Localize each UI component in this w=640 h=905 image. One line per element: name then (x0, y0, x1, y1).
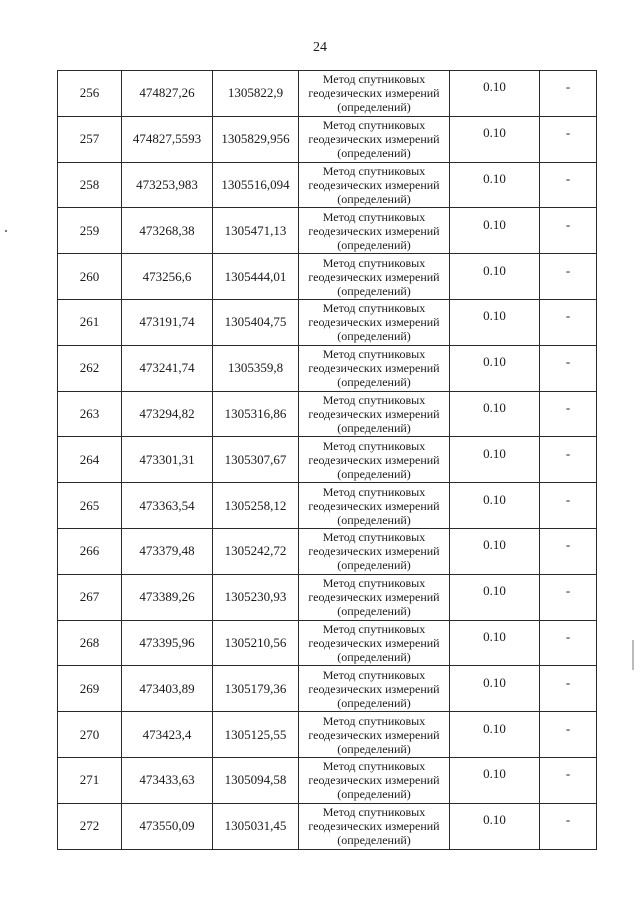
y-coordinate-text: 1305210,56 (224, 634, 287, 650)
x-coordinate-text: 473241,74 (139, 360, 195, 376)
description-text: - (565, 445, 571, 461)
description-text: - (565, 216, 571, 232)
description-text: - (565, 399, 571, 415)
method-text-line: (определений) (337, 558, 411, 573)
description-cell (540, 116, 597, 162)
y-coordinate-text: 1305258,12 (224, 497, 287, 513)
accuracy-text: 0.10 (483, 308, 506, 324)
accuracy-text: 0.10 (483, 674, 506, 690)
accuracy-text: 0.10 (483, 537, 506, 553)
method-text-line: (определений) (337, 466, 411, 481)
point-number-cell (58, 620, 122, 666)
y-coordinate-cell (213, 712, 299, 758)
accuracy-cell (450, 528, 540, 574)
x-coordinate-text: 473403,89 (139, 680, 195, 696)
description-text: - (565, 628, 571, 644)
method-cell (299, 254, 450, 300)
table-row (58, 666, 597, 712)
point-number-cell (58, 299, 122, 345)
description-cell (540, 437, 597, 483)
accuracy-text: 0.10 (483, 720, 506, 736)
accuracy-cell (450, 483, 540, 529)
description-cell (540, 574, 597, 620)
x-coordinate-cell (122, 803, 213, 849)
x-coordinate-text: 473363,54 (139, 497, 195, 513)
y-coordinate-text: 1305307,67 (224, 451, 287, 467)
method-text-line: Метод спутниковых (322, 163, 426, 178)
method-text-line: геодезических измерений (308, 406, 440, 421)
description-cell (540, 254, 597, 300)
y-coordinate-text: 1305829,956 (221, 131, 290, 147)
description-cell (540, 208, 597, 254)
method-text-line: геодезических измерений (308, 315, 440, 330)
method-text-line: геодезических измерений (308, 590, 440, 605)
y-coordinate-cell (213, 254, 299, 300)
x-coordinate-text: 474827,5593 (132, 131, 202, 147)
point-number-text: 266 (79, 543, 100, 559)
method-text-line: (определений) (337, 420, 411, 435)
point-number-text: 263 (79, 405, 100, 421)
method-cell (299, 803, 450, 849)
method-text-line: Метод спутниковых (322, 576, 426, 591)
x-coordinate-cell (122, 483, 213, 529)
accuracy-text: 0.10 (483, 216, 506, 232)
x-coordinate-cell (122, 71, 213, 117)
table-row (58, 528, 597, 574)
method-text-line: Метод спутниковых (322, 530, 426, 545)
method-text-line: геодезических измерений (308, 269, 440, 284)
table-row (58, 391, 597, 437)
description-text: - (565, 354, 571, 370)
description-text: - (565, 491, 571, 507)
table-row (58, 483, 597, 529)
method-text-line: Метод спутниковых (322, 72, 426, 87)
accuracy-cell (450, 391, 540, 437)
point-number-text: 261 (79, 314, 100, 330)
method-cell (299, 757, 450, 803)
method-text-line: Метод спутниковых (322, 621, 426, 636)
method-text-line: Метод спутниковых (322, 301, 426, 316)
x-coordinate-text: 473191,74 (139, 314, 195, 330)
point-number-cell (58, 71, 122, 117)
table-body (58, 71, 597, 850)
method-cell (299, 391, 450, 437)
y-coordinate-cell (213, 437, 299, 483)
accuracy-cell (450, 254, 540, 300)
method-text-line: (определений) (337, 146, 411, 161)
accuracy-cell (450, 757, 540, 803)
method-text-line: геодезических измерений (308, 498, 440, 513)
point-number-cell (58, 803, 122, 849)
table-row (58, 299, 597, 345)
point-number-text: 268 (79, 634, 100, 650)
point-number-text: 272 (79, 818, 100, 834)
description-text: - (565, 125, 571, 141)
accuracy-cell (450, 803, 540, 849)
y-coordinate-cell (213, 528, 299, 574)
y-coordinate-text: 1305444,01 (224, 268, 287, 284)
point-number-cell (58, 208, 122, 254)
method-text-line: (определений) (337, 604, 411, 619)
method-cell (299, 574, 450, 620)
point-number-cell (58, 666, 122, 712)
x-coordinate-cell (122, 299, 213, 345)
accuracy-text: 0.10 (483, 354, 506, 370)
method-text-line: Метод спутниковых (322, 347, 426, 362)
point-number-text: 262 (79, 360, 100, 376)
point-number-text: 264 (79, 451, 100, 467)
table-row (58, 437, 597, 483)
method-cell (299, 299, 450, 345)
accuracy-text: 0.10 (483, 445, 506, 461)
table-row (58, 757, 597, 803)
y-coordinate-text: 1305822,9 (227, 85, 284, 101)
x-coordinate-text: 473423,4 (142, 726, 192, 742)
method-text-line: Метод спутниковых (322, 759, 426, 774)
point-number-cell (58, 757, 122, 803)
method-text-line: Метод спутниковых (322, 713, 426, 728)
y-coordinate-cell (213, 483, 299, 529)
method-text-line: геодезических измерений (308, 727, 440, 742)
method-cell (299, 208, 450, 254)
method-text-line: (определений) (337, 512, 411, 527)
point-number-text: 269 (79, 680, 100, 696)
y-coordinate-text: 1305179,36 (224, 680, 287, 696)
x-coordinate-cell (122, 666, 213, 712)
point-number-cell (58, 116, 122, 162)
description-text: - (565, 674, 571, 690)
method-cell (299, 620, 450, 666)
x-coordinate-cell (122, 162, 213, 208)
method-text-line: (определений) (337, 191, 411, 206)
method-cell (299, 71, 450, 117)
x-coordinate-text: 473389,26 (139, 589, 195, 605)
point-number-text: 271 (79, 772, 100, 788)
method-text-line: (определений) (337, 833, 411, 848)
method-text-line: (определений) (337, 329, 411, 344)
point-number-text: 259 (79, 222, 100, 238)
y-coordinate-cell (213, 391, 299, 437)
scan-artifact (5, 230, 7, 232)
method-cell (299, 712, 450, 758)
method-text-line: геодезических измерений (308, 681, 440, 696)
method-text-line: геодезических измерений (308, 223, 440, 238)
point-number-cell (58, 574, 122, 620)
accuracy-text: 0.10 (483, 491, 506, 507)
point-number-cell (58, 391, 122, 437)
scan-artifact (632, 640, 634, 670)
x-coordinate-cell (122, 254, 213, 300)
description-text: - (565, 79, 571, 95)
y-coordinate-text: 1305031,45 (224, 818, 287, 834)
description-text: - (565, 812, 571, 828)
y-coordinate-cell (213, 116, 299, 162)
accuracy-cell (450, 712, 540, 758)
x-coordinate-text: 473379,48 (139, 543, 195, 559)
x-coordinate-cell (122, 528, 213, 574)
method-text-line: (определений) (337, 649, 411, 664)
coordinates-table (57, 70, 597, 850)
accuracy-cell (450, 437, 540, 483)
method-text-line: Метод спутниковых (322, 438, 426, 453)
accuracy-text: 0.10 (483, 583, 506, 599)
y-coordinate-cell (213, 345, 299, 391)
method-text-line: (определений) (337, 283, 411, 298)
point-number-cell (58, 528, 122, 574)
table-row (58, 574, 597, 620)
method-cell (299, 437, 450, 483)
table-row (58, 208, 597, 254)
y-coordinate-text: 1305404,75 (224, 314, 287, 330)
description-text: - (565, 262, 571, 278)
description-cell (540, 712, 597, 758)
method-text-line: Метод спутниковых (322, 392, 426, 407)
accuracy-text: 0.10 (483, 399, 506, 415)
accuracy-cell (450, 162, 540, 208)
accuracy-cell (450, 71, 540, 117)
method-cell (299, 162, 450, 208)
y-coordinate-text: 1305359,8 (227, 360, 284, 376)
accuracy-cell (450, 345, 540, 391)
method-cell (299, 666, 450, 712)
accuracy-cell (450, 208, 540, 254)
method-text-line: геодезических измерений (308, 635, 440, 650)
table-row (58, 803, 597, 849)
point-number-text: 258 (79, 176, 100, 192)
accuracy-cell (450, 574, 540, 620)
method-text-line: (определений) (337, 237, 411, 252)
method-text-line: Метод спутниковых (322, 118, 426, 133)
table-row (58, 712, 597, 758)
description-cell (540, 391, 597, 437)
table-row (58, 345, 597, 391)
method-cell (299, 528, 450, 574)
x-coordinate-cell (122, 712, 213, 758)
y-coordinate-text: 1305230,93 (224, 589, 287, 605)
accuracy-text: 0.10 (483, 79, 506, 95)
accuracy-text: 0.10 (483, 262, 506, 278)
point-number-text: 265 (79, 497, 100, 513)
accuracy-text: 0.10 (483, 766, 506, 782)
point-number-cell (58, 437, 122, 483)
x-coordinate-text: 473395,96 (139, 634, 195, 650)
y-coordinate-cell (213, 299, 299, 345)
y-coordinate-cell (213, 757, 299, 803)
accuracy-text: 0.10 (483, 125, 506, 141)
table-row (58, 254, 597, 300)
x-coordinate-text: 473268,38 (139, 222, 195, 238)
description-cell (540, 162, 597, 208)
description-cell (540, 483, 597, 529)
y-coordinate-text: 1305471,13 (224, 222, 287, 238)
method-text-line: Метод спутниковых (322, 484, 426, 499)
method-text-line: (определений) (337, 787, 411, 802)
method-text-line: геодезических измерений (308, 177, 440, 192)
method-text-line: геодезических измерений (308, 544, 440, 559)
method-text-line: геодезических измерений (308, 361, 440, 376)
description-text: - (565, 720, 571, 736)
page-number: 24 (313, 40, 327, 55)
method-cell (299, 116, 450, 162)
x-coordinate-text: 474827,26 (139, 85, 195, 101)
x-coordinate-text: 473433,63 (139, 772, 195, 788)
method-text-line: геодезических измерений (308, 452, 440, 467)
y-coordinate-cell (213, 574, 299, 620)
method-cell (299, 483, 450, 529)
table-row (58, 116, 597, 162)
point-number-cell (58, 712, 122, 758)
y-coordinate-text: 1305094,58 (224, 772, 287, 788)
accuracy-text: 0.10 (483, 812, 506, 828)
description-cell (540, 666, 597, 712)
point-number-text: 270 (79, 726, 100, 742)
point-number-text: 267 (79, 589, 100, 605)
method-text-line: (определений) (337, 695, 411, 710)
x-coordinate-text: 473253,983 (136, 176, 198, 192)
accuracy-cell (450, 299, 540, 345)
x-coordinate-text: 473256,6 (142, 268, 192, 284)
x-coordinate-text: 473550,09 (139, 818, 195, 834)
description-text: - (565, 308, 571, 324)
method-text-line: Метод спутниковых (322, 209, 426, 224)
x-coordinate-cell (122, 391, 213, 437)
y-coordinate-cell (213, 162, 299, 208)
y-coordinate-cell (213, 620, 299, 666)
x-coordinate-cell (122, 345, 213, 391)
x-coordinate-cell (122, 574, 213, 620)
method-cell (299, 345, 450, 391)
method-text-line: Метод спутниковых (322, 805, 426, 820)
y-coordinate-cell (213, 71, 299, 117)
method-text-line: геодезических измерений (308, 773, 440, 788)
point-number-text: 256 (79, 85, 100, 101)
method-text-line: Метод спутниковых (322, 667, 426, 682)
description-cell (540, 528, 597, 574)
table-row (58, 162, 597, 208)
point-number-text: 257 (79, 131, 100, 147)
description-text: - (565, 583, 571, 599)
x-coordinate-cell (122, 757, 213, 803)
description-cell (540, 71, 597, 117)
accuracy-cell (450, 116, 540, 162)
y-coordinate-text: 1305316,86 (224, 405, 287, 421)
y-coordinate-text: 1305516,094 (221, 176, 290, 192)
y-coordinate-text: 1305242,72 (224, 543, 287, 559)
y-coordinate-cell (213, 208, 299, 254)
accuracy-text: 0.10 (483, 170, 506, 186)
accuracy-cell (450, 666, 540, 712)
point-number-text: 260 (79, 268, 100, 284)
x-coordinate-cell (122, 208, 213, 254)
y-coordinate-text: 1305125,55 (224, 726, 287, 742)
table-row (58, 620, 597, 666)
description-text: - (565, 170, 571, 186)
x-coordinate-text: 473294,82 (139, 405, 195, 421)
description-cell (540, 299, 597, 345)
description-text: - (565, 766, 571, 782)
method-text-line: (определений) (337, 375, 411, 390)
accuracy-cell (450, 620, 540, 666)
y-coordinate-cell (213, 803, 299, 849)
point-number-cell (58, 162, 122, 208)
method-text-line: (определений) (337, 741, 411, 756)
x-coordinate-text: 473301,31 (139, 451, 195, 467)
description-text: - (565, 537, 571, 553)
accuracy-text: 0.10 (483, 628, 506, 644)
method-text-line: геодезических измерений (308, 132, 440, 147)
description-cell (540, 757, 597, 803)
point-number-cell (58, 483, 122, 529)
x-coordinate-cell (122, 437, 213, 483)
x-coordinate-cell (122, 620, 213, 666)
y-coordinate-cell (213, 666, 299, 712)
method-text-line: геодезических измерений (308, 86, 440, 101)
description-cell (540, 803, 597, 849)
x-coordinate-cell (122, 116, 213, 162)
description-cell (540, 620, 597, 666)
method-text-line: Метод спутниковых (322, 255, 426, 270)
method-text-line: (определений) (337, 100, 411, 115)
point-number-cell (58, 254, 122, 300)
point-number-cell (58, 345, 122, 391)
table-row (58, 71, 597, 117)
description-cell (540, 345, 597, 391)
method-text-line: геодезических измерений (308, 819, 440, 834)
